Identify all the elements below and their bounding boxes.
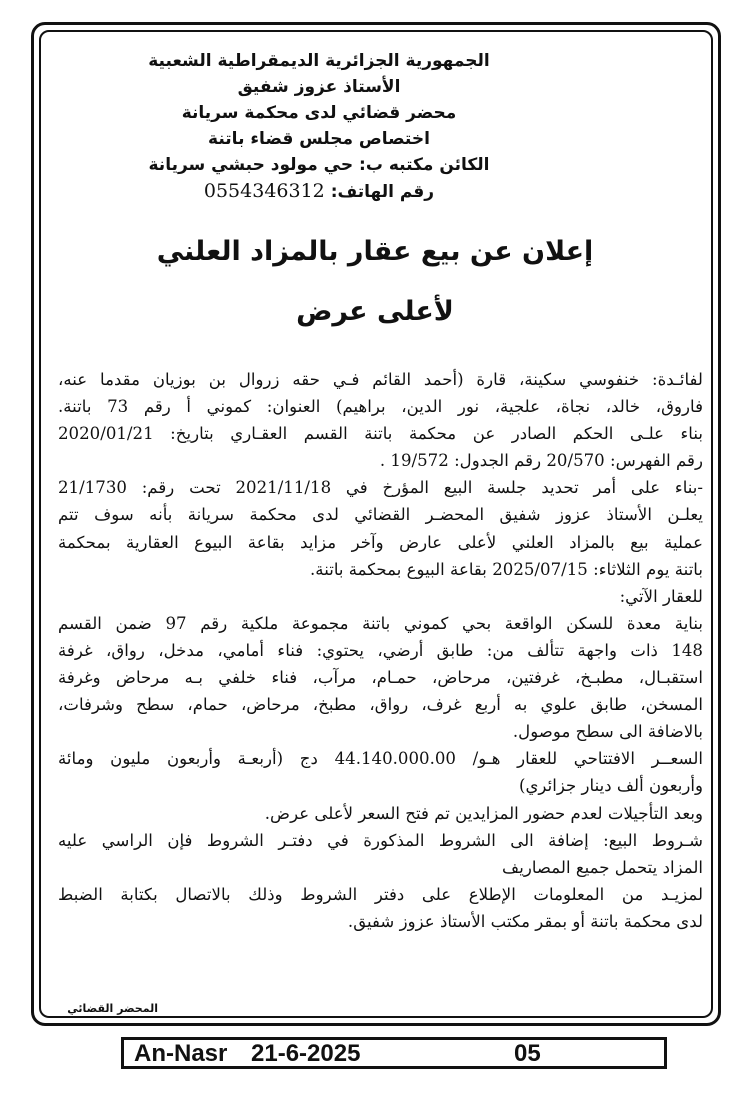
office-address: الكائن مكتبه ب: حي مولود حبشي سريانة bbox=[148, 155, 490, 175]
body-line: يعلـن الأستاذ عزوز شفيق المحضـر القضائي لدى محكمة سريانة بأنه سوف تتم bbox=[58, 505, 703, 525]
body-line: -بناء على أمر تحديد جلسة البيع المؤرخ في 2021/11/18 تحت رقم: 21/1730 bbox=[58, 478, 703, 498]
republic-name: الجمهورية الجزائرية الديمقراطية الشعبية bbox=[148, 51, 490, 71]
body-line: لدى محكمة باتنة أو بمقر مكتب الأستاذ عزوز شفيق. bbox=[347, 911, 703, 931]
body-line: بناء علـى الحكم الصادر عن محكمة باتنة القسم العقـاري بتاريخ: 2020/01/21 bbox=[58, 424, 703, 444]
letterhead bbox=[60, 48, 578, 205]
body-line: رقم الفهرس: 20/570 رقم الجدول: 19/572 . bbox=[379, 451, 703, 471]
body-line: السعــر الافتتاحي للعقار هـو/ 44.140.000.00 دج (أربعـة وأربعون مليون ومائة bbox=[58, 749, 704, 769]
body-line: للعقار الآتي: bbox=[619, 586, 703, 606]
body-line: استقبـال، مطبـخ، غرفتين، مرحاض، حمـام، مرآب، فناء خلفي بـه مرحاض وغرفة bbox=[58, 668, 703, 688]
phone-number: 0554346312 bbox=[203, 180, 325, 202]
announcement-subtitle: لأعلى عرض bbox=[296, 296, 454, 327]
body-line: المسخن، طابق علوي به أربع غرف، رواق، مطبخ، مرحاض، حمام، سطح وشرفات، bbox=[58, 695, 703, 715]
publication-name: An-Nasr bbox=[134, 1040, 228, 1067]
body-line: عملية بيع بالمزاد العلني لأعلى عارض وآخر مزايد بقاعة البيوع العقارية بمحكمة bbox=[58, 532, 703, 552]
body-line: شـروط البيع: إضافة الى الشروط المذكورة في دفتـر الشروط فإن الراسي عليه bbox=[58, 830, 703, 850]
page-number: 05 bbox=[514, 1040, 541, 1067]
body-line: المزاد يتحمل جميع المصاريف bbox=[502, 857, 703, 877]
phone-label: رقم الهاتف: bbox=[330, 182, 435, 202]
bailiff-name: الأستاذ عزوز شفيق bbox=[237, 77, 401, 97]
body-line: بناية معدة للسكن الواقعة بحي كموني باتنة مجموعة ملكية رقم 97 ضمن القسم bbox=[58, 613, 703, 633]
announcement-title: إعلان عن بيع عقار بالمزاد العلني bbox=[156, 236, 594, 267]
body-line: لفائـدة: خنفوسي سكينة، قارة (أحمد القائم فـي حقه زروال بن بوزيان مقدما عنه، bbox=[58, 370, 703, 389]
body-line: وأربعون ألف دينار جزائري) bbox=[518, 776, 703, 796]
signature: المحضر القضائي bbox=[67, 1002, 158, 1015]
body-line: وبعد التأجيلات لعدم حضور المزايدين تم فتح السعر لأعلى عرض. bbox=[264, 803, 703, 823]
body-line: بالاضافة الى سطح موصول. bbox=[512, 722, 703, 742]
phone-line bbox=[60, 178, 578, 205]
body-line: 148 ذات واجهة تتألف من: طابق أرضي، يحتوي: فناء أمامي، مدخل، رواق، غرفة bbox=[58, 640, 703, 660]
body-line: لمزيـد من المعلومات الإطلاع على دفتر الشروط وذلك بالاتصال بكتابة الضبط bbox=[58, 884, 703, 904]
announcement-body bbox=[58, 366, 703, 935]
body-line: باتنة يوم الثلاثاء: 2025/07/15 بقاعة البيوع بمحكمة باتنة. bbox=[310, 559, 703, 579]
bailiff-title: محضر قضائي لدى محكمة سريانة bbox=[181, 103, 457, 123]
body-line: فاروق، خالد، نجاة، علجية، نور الدين، براهيم) العنوان: كموني أ رقم 73 باتنة. bbox=[58, 397, 704, 417]
footer-bar bbox=[121, 1037, 667, 1069]
publication-date: 21-6-2025 bbox=[251, 1040, 361, 1067]
jurisdiction: اختصاص مجلس قضاء باتنة bbox=[208, 129, 430, 149]
